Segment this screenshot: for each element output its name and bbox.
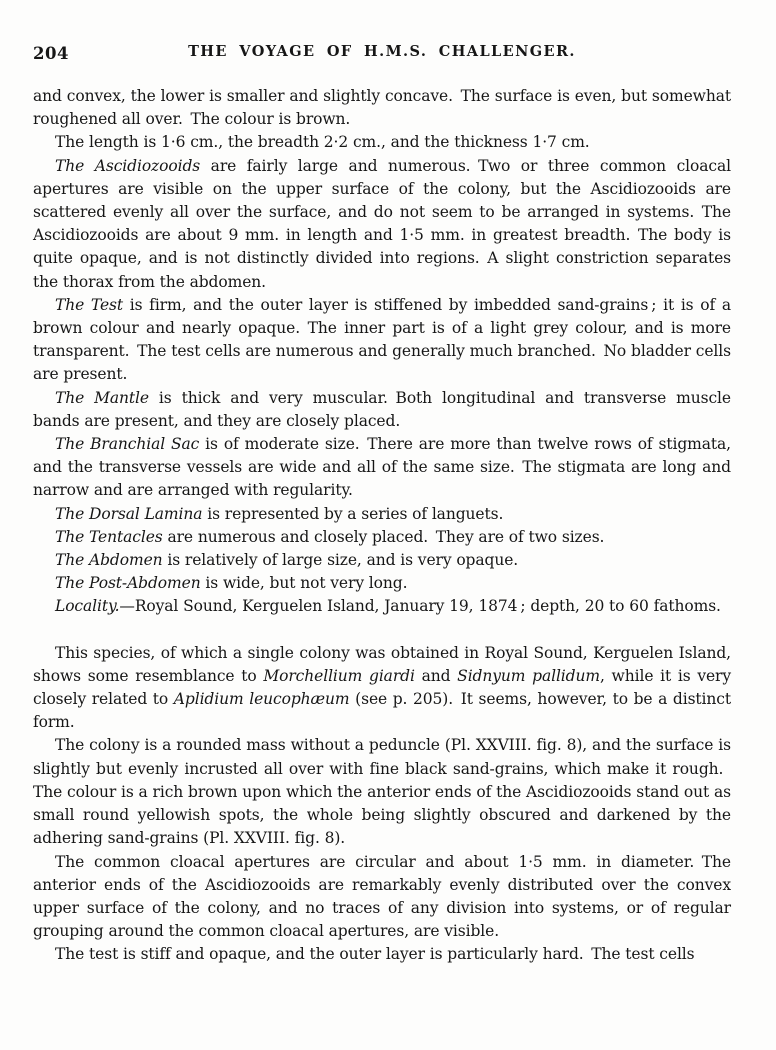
text-run: are numerous and closely placed. They are of two sizes. [162, 527, 605, 546]
page-number: 204 [33, 44, 69, 63]
text-run: is wide, but not very long. [200, 574, 408, 593]
paragraph [33, 294, 731, 387]
paragraph [33, 526, 731, 549]
italic-run: Locality. [55, 597, 120, 616]
italic-run: The Branchial Sac [55, 435, 200, 454]
paragraph [33, 549, 731, 572]
italic-run: Morchellium giardi [263, 666, 415, 685]
text-run: , while it is very closely related to [33, 666, 732, 709]
page-header [33, 43, 731, 64]
paragraph [33, 595, 731, 618]
text-run: —Royal Sound, Kerguelen Island, January 19, 1874 ; depth, 20 to 60 fathoms. [119, 597, 721, 616]
text-run: The test is stiff and opaque, and the outer layer is particularly hard. The test cells [55, 945, 695, 964]
paragraph [33, 734, 731, 850]
text-run: is firm, and the outer layer is stiffened by imbedded sand-grains ; it is of a brown colour and nearly opaque. The inner part is of a light grey colour, and is more transparent. The test cells are numerous and generally much branched. No bladder cells are present. [33, 295, 731, 384]
paragraph [33, 85, 731, 131]
text-run: The colony is a rounded mass without a peduncle (Pl. XXVIII. fig. 8), and the surface is slightly but evenly incrusted all over with fine black sand-grains, which make it rough. The colour is a rich brown upon which the anterior ends of the Ascidiozooids stand out as small round yellowish spots, the whole being slightly obscured and darkened by the adhering sand-grains (Pl. XXVIII. fig. 8). [33, 736, 731, 848]
running-title: THE VOYAGE OF H.M.S. CHALLENGER. [188, 43, 576, 60]
paragraph [33, 155, 731, 294]
paragraph [33, 131, 731, 154]
text-run: The length is 1·6 cm., the breadth 2·2 cm., and the thickness 1·7 cm. [55, 133, 590, 152]
text-run: This species, of which a single colony was obtained in Royal Sound, Kerguelen Island, shows some resemblance to [33, 643, 731, 685]
text-run: is thick and very muscular. Both longitudinal and transverse muscle bands are present, and they are closely placed. [33, 388, 731, 430]
text-run: and convex, the lower is smaller and slightly concave. The surface is even, but somewhat roughened all over. The colour is brown. [33, 87, 731, 129]
italic-run: Sidnyum pallidum [457, 666, 600, 685]
italic-run: The Abdomen [55, 551, 163, 570]
text-run: The common cloacal apertures are circular and about 1·5 mm. in diameter. The anterior ends of the Ascidiozooids are remarkably evenly distributed over the convex upper surface of the colony, and no traces of any division into systems, or of regular grouping around the common cloacal apertures, are visible. [33, 852, 731, 941]
paragraph [33, 572, 731, 595]
text-run: are fairly large and numerous. Two or three common cloacal apertures are visible on the upper surface of the colony, but the Ascidiozooids are scattered evenly all over the surface, and do not seem to be arranged in systems. The Ascidiozooids are about 9 mm. in length and 1·5 mm. in greatest breadth. The body is quite opaque, and is not distinctly divided into regions. A slight constriction separates the thorax from the abdomen. [33, 156, 731, 291]
text-run: is of moderate size. There are more than twelve rows of stigmata, and the transverse vessels are wide and all of the same size. The stigmata are long and narrow and are arranged with regularity. [33, 435, 732, 500]
page-body [33, 85, 731, 967]
paragraph [33, 433, 731, 503]
italic-run: The Dorsal Lamina [55, 504, 203, 523]
paragraph [33, 387, 731, 433]
text-run: (see p. 205). It seems, however, to be a distinct form. [33, 690, 732, 732]
italic-run: The Mantle [55, 388, 149, 407]
italic-run: The Tentacles [55, 527, 163, 546]
text-run: and [414, 666, 458, 685]
italic-run: The Ascidiozooids [55, 156, 201, 175]
paragraph [33, 642, 731, 735]
paragraph [33, 851, 731, 944]
paragraph [33, 503, 731, 526]
paragraph [33, 943, 731, 966]
italic-run: Aplidium leucophæum [173, 690, 350, 709]
text-run: is represented by a series of languets. [202, 504, 504, 523]
italic-run: The Post-Abdomen [55, 574, 201, 593]
text-run: is relatively of large size, and is very opaque. [162, 551, 519, 570]
italic-run: The Test [55, 295, 124, 314]
